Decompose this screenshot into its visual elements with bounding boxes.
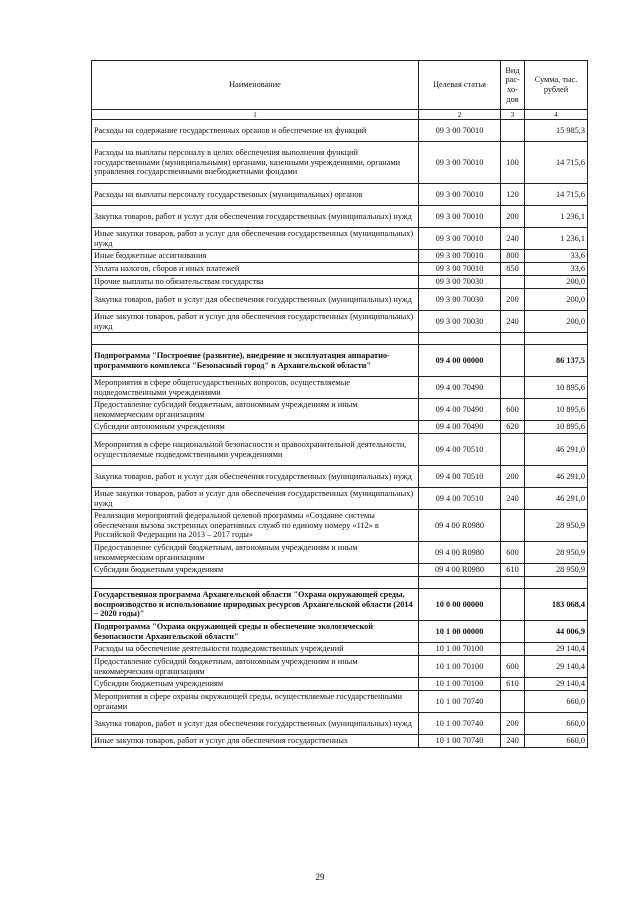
row-code-cell: 09 3 00 70010 xyxy=(419,142,501,184)
row-sum-cell: 183 068,4 xyxy=(525,589,588,621)
row-sum-cell: 10 895,6 xyxy=(525,377,588,399)
page-number: 29 xyxy=(315,872,325,882)
document-page xyxy=(91,60,587,748)
row-sum-cell: 660,0 xyxy=(525,735,588,748)
row-sum-cell: 660,0 xyxy=(525,713,588,735)
table-row xyxy=(92,542,588,564)
row-expense-type-cell: 850 xyxy=(501,263,525,276)
table-row xyxy=(92,466,588,488)
row-code-cell: 10 1 00 70100 xyxy=(419,678,501,691)
table-row xyxy=(92,206,588,228)
row-expense-type-cell: 200 xyxy=(501,206,525,228)
row-code-cell: 09 4 00 70510 xyxy=(419,434,501,466)
row-sum-cell: 14 715,6 xyxy=(525,142,588,184)
row-name-cell: Субсидии бюджетным учреждениям xyxy=(92,678,419,691)
row-code-cell: 10 1 00 70100 xyxy=(419,656,501,678)
row-sum-cell: 33,6 xyxy=(525,250,588,263)
header-col-number: 3 xyxy=(501,110,525,120)
row-sum-cell: 200,0 xyxy=(525,311,588,333)
row-code-cell: 09 3 00 70030 xyxy=(419,289,501,311)
row-name-cell: Закупка товаров, работ и услуг для обеспечения государственных (муниципальных) нужд xyxy=(92,466,419,488)
row-expense-type-cell: 200 xyxy=(501,466,525,488)
row-name-cell: Расходы на выплаты персоналу в целях обеспечения выполнения функций государственными (муниципальными) органами, казенными учреждениями, органами управления государственными внебюджетными фондами xyxy=(92,142,419,184)
row-sum-cell: 10 895,6 xyxy=(525,399,588,421)
row-name-cell: Расходы на выплаты персоналу государственных (муниципальных) органов xyxy=(92,184,419,206)
header-name: Наименование xyxy=(92,61,419,110)
table-row xyxy=(92,311,588,333)
row-sum-cell: 33,6 xyxy=(525,263,588,276)
row-expense-type-cell xyxy=(501,621,525,643)
row-name-cell: Иные закупки товаров, работ и услуг для обеспечения государственных (муниципальных) нужд xyxy=(92,311,419,333)
row-expense-type-cell xyxy=(501,577,525,589)
row-code-cell: 09 4 00 R0980 xyxy=(419,542,501,564)
row-name-cell: Иные бюджетные ассигнования xyxy=(92,250,419,263)
table-row xyxy=(92,120,588,142)
row-name-cell: Иные закупки товаров, работ и услуг для обеспечения государственных (муниципальных) нужд xyxy=(92,228,419,250)
table-row xyxy=(92,488,588,510)
header-expense-type: Вид рас-хо-дов xyxy=(501,61,525,110)
row-sum-cell: 29 140,4 xyxy=(525,643,588,656)
table-row xyxy=(92,564,588,577)
row-name-cell: Расходы на содержание государственных органов и обеспечение их функций xyxy=(92,120,419,142)
row-expense-type-cell: 600 xyxy=(501,656,525,678)
row-code-cell: 09 4 00 70510 xyxy=(419,466,501,488)
row-expense-type-cell: 600 xyxy=(501,399,525,421)
row-code-cell: 09 3 00 70010 xyxy=(419,184,501,206)
row-code-cell: 09 3 00 70010 xyxy=(419,263,501,276)
row-code-cell: 09 4 00 70490 xyxy=(419,421,501,434)
row-sum-cell: 15 985,3 xyxy=(525,120,588,142)
table-row xyxy=(92,735,588,748)
row-expense-type-cell: 240 xyxy=(501,488,525,510)
table-row xyxy=(92,345,588,377)
table-row xyxy=(92,276,588,289)
table-row xyxy=(92,691,588,713)
row-sum-cell: 46 291,0 xyxy=(525,434,588,466)
row-code-cell: 09 4 00 00000 xyxy=(419,345,501,377)
row-code-cell: 09 4 00 70510 xyxy=(419,488,501,510)
row-sum-cell: 46 291,0 xyxy=(525,488,588,510)
row-name-cell: Расходы на обеспечение деятельности подведомственных учреждений xyxy=(92,643,419,656)
row-sum-cell: 1 236,1 xyxy=(525,206,588,228)
row-expense-type-cell xyxy=(501,643,525,656)
row-expense-type-cell: 100 xyxy=(501,142,525,184)
row-name-cell: Подпрограмма "Охрана окружающей среды и обеспечение экологической безопасности Архангельской области" xyxy=(92,621,419,643)
row-code-cell: 09 3 00 70010 xyxy=(419,250,501,263)
row-name-cell: Прочие выплаты по обязательствам государства xyxy=(92,276,419,289)
row-name-cell: Предоставление субсидий бюджетным, автономным учреждениям и иным некоммерческим организациям xyxy=(92,656,419,678)
row-expense-type-cell: 240 xyxy=(501,311,525,333)
row-code-cell: 10 1 00 70740 xyxy=(419,713,501,735)
row-name-cell xyxy=(92,333,419,345)
row-name-cell: Реализация мероприятий федеральной целевой программы «Создание системы обеспечения вызова экстренных оперативных служб по единому номеру «112» в Российской Федерации на 2013 – 2017 годы» xyxy=(92,510,419,542)
row-sum-cell: 28 950,9 xyxy=(525,510,588,542)
row-expense-type-cell xyxy=(501,589,525,621)
table-row xyxy=(92,643,588,656)
row-name-cell: Подпрограмма "Построение (развитие), внедрение и эксплуатация аппаратно-программного комплекса "Безопасный город" в Архангельской области" xyxy=(92,345,419,377)
row-sum-cell: 46 291,0 xyxy=(525,466,588,488)
budget-table xyxy=(91,60,588,748)
table-row xyxy=(92,421,588,434)
header-col-number: 2 xyxy=(419,110,501,120)
row-expense-type-cell: 600 xyxy=(501,542,525,564)
row-name-cell: Субсидии бюджетным учреждениям xyxy=(92,564,419,577)
row-sum-cell xyxy=(525,577,588,589)
table-row xyxy=(92,333,588,345)
table-row xyxy=(92,577,588,589)
row-code-cell: 09 3 00 70030 xyxy=(419,276,501,289)
row-expense-type-cell: 240 xyxy=(501,735,525,748)
row-expense-type-cell: 120 xyxy=(501,184,525,206)
table-row xyxy=(92,184,588,206)
row-code-cell xyxy=(419,577,501,589)
row-expense-type-cell xyxy=(501,510,525,542)
row-expense-type-cell xyxy=(501,120,525,142)
row-sum-cell: 1 236,1 xyxy=(525,228,588,250)
row-code-cell: 10 1 00 00000 xyxy=(419,621,501,643)
row-code-cell: 10 1 00 70740 xyxy=(419,691,501,713)
header-target: Целевая статья xyxy=(419,61,501,110)
row-code-cell: 09 3 00 70010 xyxy=(419,206,501,228)
row-name-cell: Государственная программа Архангельской области "Охрана окружающей среды, воспроизводство и использование природных ресурсов Архангельской области (2014 – 2020 годы)" xyxy=(92,589,419,621)
row-sum-cell: 29 140,4 xyxy=(525,656,588,678)
table-row xyxy=(92,289,588,311)
row-name-cell: Закупка товаров, работ и услуг для обеспечения государственных (муниципальных) нужд xyxy=(92,289,419,311)
row-name-cell: Иные закупки товаров, работ и услуг для обеспечения государственных (муниципальных) нужд xyxy=(92,488,419,510)
row-code-cell: 09 4 00 70490 xyxy=(419,399,501,421)
row-expense-type-cell: 800 xyxy=(501,250,525,263)
row-sum-cell: 10 895,6 xyxy=(525,421,588,434)
row-sum-cell: 28 950,9 xyxy=(525,542,588,564)
row-expense-type-cell: 240 xyxy=(501,228,525,250)
row-expense-type-cell xyxy=(501,276,525,289)
row-sum-cell: 200,0 xyxy=(525,276,588,289)
row-sum-cell: 14 715,6 xyxy=(525,184,588,206)
row-code-cell: 09 3 00 70010 xyxy=(419,228,501,250)
row-code-cell: 09 4 00 R0980 xyxy=(419,510,501,542)
table-row xyxy=(92,713,588,735)
row-expense-type-cell: 200 xyxy=(501,289,525,311)
row-sum-cell xyxy=(525,333,588,345)
row-expense-type-cell xyxy=(501,434,525,466)
row-code-cell: 10 0 00 00000 xyxy=(419,589,501,621)
row-expense-type-cell: 620 xyxy=(501,421,525,434)
table-body xyxy=(92,120,588,748)
table-row xyxy=(92,510,588,542)
row-name-cell: Предоставление субсидий бюджетным, автономным учреждениям и иным некоммерческим организациям xyxy=(92,399,419,421)
table-row xyxy=(92,678,588,691)
row-name-cell: Субсидии автономным учреждениям xyxy=(92,421,419,434)
table-row xyxy=(92,621,588,643)
row-name-cell: Мероприятия в сфере национальной безопасности и правоохранительной деятельности, осуществляемые подведомственными учреждениями xyxy=(92,434,419,466)
row-sum-cell: 44 006,9 xyxy=(525,621,588,643)
row-expense-type-cell: 610 xyxy=(501,564,525,577)
table-row xyxy=(92,142,588,184)
row-sum-cell: 200,0 xyxy=(525,289,588,311)
row-expense-type-cell: 200 xyxy=(501,713,525,735)
row-code-cell: 10 1 00 70100 xyxy=(419,643,501,656)
row-expense-type-cell xyxy=(501,691,525,713)
row-sum-cell: 29 140,4 xyxy=(525,678,588,691)
table-header xyxy=(92,61,588,120)
header-col-number: 1 xyxy=(92,110,419,120)
row-sum-cell: 28 950,9 xyxy=(525,564,588,577)
row-name-cell: Иные закупки товаров, работ и услуг для обеспечения государственных xyxy=(92,735,419,748)
table-row xyxy=(92,399,588,421)
table-row xyxy=(92,263,588,276)
row-name-cell xyxy=(92,577,419,589)
row-name-cell: Закупка товаров, работ и услуг для обеспечения государственных (муниципальных) нужд xyxy=(92,206,419,228)
row-code-cell: 09 4 00 70490 xyxy=(419,377,501,399)
table-row xyxy=(92,228,588,250)
row-code-cell: 09 3 00 70030 xyxy=(419,311,501,333)
table-row xyxy=(92,656,588,678)
row-code-cell: 09 3 00 70010 xyxy=(419,120,501,142)
row-name-cell: Мероприятия в сфере охраны окружающей среды, осуществляемые государственными органами xyxy=(92,691,419,713)
row-name-cell: Мероприятия в сфере общегосударственных вопросов, осуществляемые подведомственными учреждениями xyxy=(92,377,419,399)
row-code-cell: 09 4 00 R0980 xyxy=(419,564,501,577)
row-sum-cell: 86 137,5 xyxy=(525,345,588,377)
row-expense-type-cell xyxy=(501,333,525,345)
row-expense-type-cell xyxy=(501,345,525,377)
table-row xyxy=(92,434,588,466)
row-expense-type-cell: 610 xyxy=(501,678,525,691)
header-sum: Сумма, тыс. рублей xyxy=(525,61,588,110)
row-name-cell: Уплата налогов, сборов и иных платежей xyxy=(92,263,419,276)
header-col-number: 4 xyxy=(525,110,588,120)
row-name-cell: Предоставление субсидий бюджетным, автономным учреждениям и иным некоммерческим организациям xyxy=(92,542,419,564)
row-sum-cell: 660,0 xyxy=(525,691,588,713)
table-row xyxy=(92,377,588,399)
row-name-cell: Закупка товаров, работ и услуг для обеспечения государственных (муниципальных) нужд xyxy=(92,713,419,735)
table-row xyxy=(92,250,588,263)
row-code-cell xyxy=(419,333,501,345)
row-code-cell: 10 1 00 70740 xyxy=(419,735,501,748)
row-expense-type-cell xyxy=(501,377,525,399)
table-row xyxy=(92,589,588,621)
